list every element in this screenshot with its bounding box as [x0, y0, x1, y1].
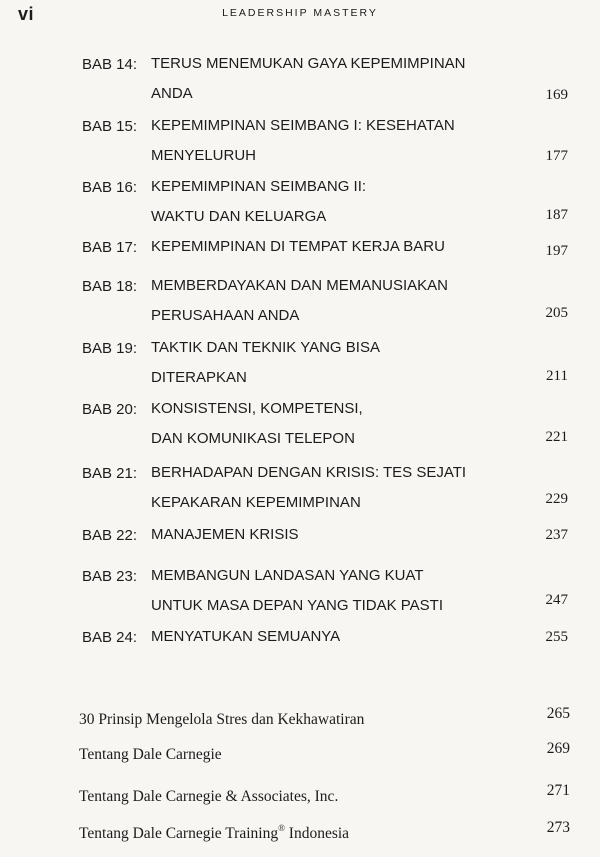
- chapter-page-number: 221: [545, 429, 568, 445]
- chapter-title: [151, 622, 340, 652]
- chapter-title-line: TERUS MENEMUKAN GAYA KEPEMIMPINAN: [151, 55, 466, 72]
- chapter-title-line: MEMBANGUN LANDASAN YANG KUAT: [151, 567, 424, 584]
- chapter-page-number: 237: [545, 527, 568, 543]
- chapter-number: BAB 21:: [82, 465, 138, 482]
- appendix-title: [79, 825, 349, 843]
- appendix-title-tail: Indonesia: [284, 825, 350, 842]
- chapter-title-line: MENYELURUH: [151, 147, 257, 164]
- chapter-title-line: DITERAPKAN: [151, 369, 247, 386]
- appendix-title: 30 Prinsip Mengelola Stres dan Kekhawatiran: [79, 711, 365, 728]
- chapter-number: BAB 23:: [82, 568, 138, 585]
- chapter-page-number: 205: [545, 305, 568, 321]
- chapter-number: BAB 24:: [82, 629, 138, 646]
- chapter-title: [151, 49, 466, 109]
- chapter-number: BAB 15:: [82, 118, 138, 135]
- chapter-title-line: KONSISTENSI, KOMPETENSI,: [151, 400, 363, 417]
- chapter-page-number: 229: [545, 491, 568, 507]
- chapter-title: [151, 458, 466, 518]
- chapter-number: BAB 16:: [82, 179, 138, 196]
- appendix-page-number: 271: [546, 782, 570, 799]
- chapter-page-number: 177: [545, 148, 568, 164]
- chapter-number: BAB 17:: [82, 239, 138, 256]
- chapter-title-line: PERUSAHAAN ANDA: [151, 307, 300, 324]
- chapter-page-number: 197: [545, 243, 568, 259]
- chapter-title-line: KEPEMIMPINAN SEIMBANG II:: [151, 178, 367, 195]
- chapter-title-line: KEPEMIMPINAN DI TEMPAT KERJA BARU: [151, 238, 445, 255]
- registered-mark: ®: [278, 823, 285, 833]
- chapter-number: BAB 19:: [82, 340, 138, 357]
- chapter-title-line: BERHADAPAN DENGAN KRISIS: TES SEJATI: [151, 464, 467, 481]
- chapter-number: BAB 18:: [82, 278, 138, 295]
- appendix-page-number: 269: [546, 740, 570, 757]
- chapter-title-line: TAKTIK DAN TEKNIK YANG BISA: [151, 339, 380, 356]
- chapter-title-line: WAKTU DAN KELUARGA: [151, 208, 327, 225]
- chapter-title: [151, 111, 455, 171]
- chapter-title: [151, 333, 380, 393]
- chapter-page-number: 255: [545, 629, 568, 645]
- chapter-title: [151, 172, 366, 232]
- chapter-title: [151, 232, 445, 262]
- chapter-title: [151, 561, 443, 621]
- chapter-page-number: 169: [545, 87, 568, 103]
- chapter-title-line: MENYATUKAN SEMUANYA: [151, 628, 341, 645]
- chapter-page-number: 187: [545, 207, 568, 223]
- chapter-number: BAB 14:: [82, 56, 138, 73]
- chapter-title-line: KEPEMIMPINAN SEIMBANG I: KESEHATAN: [151, 117, 455, 134]
- chapter-page-number: 211: [546, 368, 568, 384]
- appendix-page-number: 265: [546, 705, 570, 722]
- page-number-folio: vi: [18, 4, 35, 24]
- chapter-title: [151, 394, 363, 454]
- chapter-page-number: 247: [545, 592, 568, 608]
- chapter-number: BAB 20:: [82, 401, 138, 418]
- chapter-title: [151, 271, 448, 331]
- appendix-title: Tentang Dale Carnegie & Associates, Inc.: [79, 788, 339, 805]
- appendix-title: Tentang Dale Carnegie: [79, 746, 222, 763]
- chapter-title-line: UNTUK MASA DEPAN YANG TIDAK PASTI: [151, 597, 444, 614]
- chapter-title-line: MEMBERDAYAKAN DAN MEMANUSIAKAN: [151, 277, 448, 294]
- running-head: LEADERSHIP MASTERY: [222, 7, 378, 19]
- chapter-title-line: DAN KOMUNIKASI TELEPON: [151, 430, 355, 447]
- chapter-title-line: KEPAKARAN KEPEMIMPINAN: [151, 494, 361, 511]
- chapter-title: [151, 520, 299, 550]
- appendix-page-number: 273: [546, 819, 570, 836]
- chapter-number: BAB 22:: [82, 527, 138, 544]
- chapter-title-line: MANAJEMEN KRISIS: [151, 526, 299, 543]
- chapter-title-line: ANDA: [151, 85, 193, 102]
- appendix-title-main: Tentang Dale Carnegie Training: [79, 825, 279, 842]
